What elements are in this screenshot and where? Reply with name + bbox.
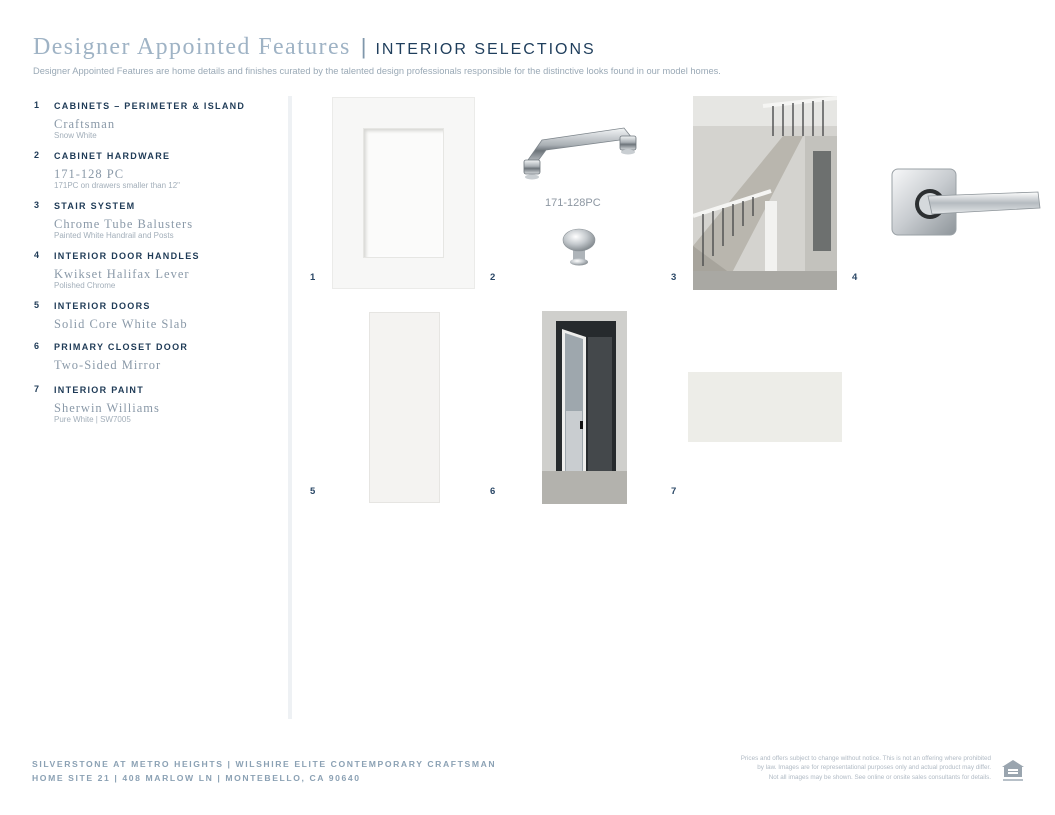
item-selection: Chrome Tube Balusters bbox=[54, 217, 194, 231]
interior-door-image bbox=[369, 312, 440, 503]
footer-line-2: HOME SITE 21 | 408 MARLOW LN | MONTEBELLO, CA 90640 bbox=[32, 772, 361, 783]
item-number: 6 bbox=[34, 341, 40, 351]
item-number: 7 bbox=[34, 384, 40, 394]
item-selection: Kwikset Halifax Lever bbox=[54, 267, 190, 281]
item-selection: Sherwin Williams bbox=[54, 401, 160, 415]
image-number-7: 7 bbox=[671, 486, 677, 497]
list-item bbox=[34, 150, 284, 191]
item-category: CABINET HARDWARE bbox=[54, 151, 171, 161]
title-section: INTERIOR SELECTIONS bbox=[375, 41, 596, 58]
hardware-label: 171-128PC bbox=[545, 197, 601, 209]
image-number-2: 2 bbox=[490, 272, 496, 283]
equal-housing-icon bbox=[1001, 759, 1025, 783]
item-detail: 171PC on drawers smaller than 12" bbox=[54, 181, 181, 190]
item-number: 4 bbox=[34, 250, 40, 260]
disclaimer-line-1: Prices and offers subject to change without notice. This is not an offering where prohibited bbox=[740, 755, 991, 762]
title-separator: | bbox=[360, 34, 367, 59]
image-number-6: 6 bbox=[490, 486, 496, 497]
divider bbox=[288, 96, 292, 719]
selections-list bbox=[34, 100, 284, 425]
item-category: STAIR SYSTEM bbox=[54, 201, 136, 211]
page-subtitle: Designer Appointed Features are home details and finishes curated by the talented design professionals responsible for the distinctive looks found in our model homes. bbox=[33, 66, 721, 76]
item-detail: Snow White bbox=[54, 131, 97, 140]
footer-community bbox=[32, 758, 496, 785]
item-number: 2 bbox=[34, 150, 40, 160]
item-category: INTERIOR PAINT bbox=[54, 385, 145, 395]
image-number-3: 3 bbox=[671, 272, 677, 283]
stair-system-image bbox=[693, 96, 837, 290]
image-number-5: 5 bbox=[310, 486, 316, 497]
list-item bbox=[34, 100, 284, 141]
footer-disclaimer bbox=[741, 754, 991, 782]
item-selection: Two-Sided Mirror bbox=[54, 358, 162, 372]
cabinet-knob-image bbox=[558, 226, 600, 268]
list-item bbox=[34, 200, 284, 241]
item-detail: Polished Chrome bbox=[54, 281, 116, 290]
item-detail: Pure White | SW7005 bbox=[54, 415, 131, 424]
item-selection: Craftsman bbox=[54, 117, 116, 131]
closet-door-image bbox=[542, 311, 627, 504]
item-selection: Solid Core White Slab bbox=[54, 317, 188, 331]
door-lever-image bbox=[888, 166, 1042, 240]
paint-swatch bbox=[688, 372, 842, 442]
cabinet-door-image bbox=[332, 97, 475, 289]
item-category: INTERIOR DOORS bbox=[54, 301, 151, 311]
image-number-1: 1 bbox=[310, 272, 316, 283]
item-category: CABINETS – PERIMETER & ISLAND bbox=[54, 101, 246, 111]
cabinet-panel bbox=[364, 129, 443, 257]
item-number: 1 bbox=[34, 100, 40, 110]
item-number: 3 bbox=[34, 200, 40, 210]
disclaimer-line-2: by law. Images are for representational purposes only and actual product may differ. bbox=[757, 764, 991, 772]
list-item bbox=[34, 341, 284, 372]
list-item bbox=[34, 250, 284, 291]
item-number: 5 bbox=[34, 300, 40, 310]
closet-door-illustration bbox=[542, 311, 627, 504]
image-number-4: 4 bbox=[852, 272, 858, 283]
item-selection: 171-128 PC bbox=[54, 167, 125, 181]
list-item bbox=[34, 384, 284, 425]
footer-line-1: SILVERSTONE AT METRO HEIGHTS | WILSHIRE ELITE CONTEMPORARY CRAFTSMAN bbox=[32, 759, 497, 769]
item-category: PRIMARY CLOSET DOOR bbox=[54, 342, 189, 352]
page-title bbox=[33, 34, 596, 61]
item-detail: Painted White Handrail and Posts bbox=[54, 231, 174, 240]
cabinet-pull-image bbox=[520, 122, 642, 186]
stairs-illustration bbox=[693, 96, 837, 290]
item-category: INTERIOR DOOR HANDLES bbox=[54, 251, 200, 261]
list-item bbox=[34, 300, 284, 331]
disclaimer-line-3: Not all images may be shown. See online or onsite sales consultants for details. bbox=[768, 773, 991, 781]
title-main: Designer Appointed Features bbox=[33, 34, 351, 60]
